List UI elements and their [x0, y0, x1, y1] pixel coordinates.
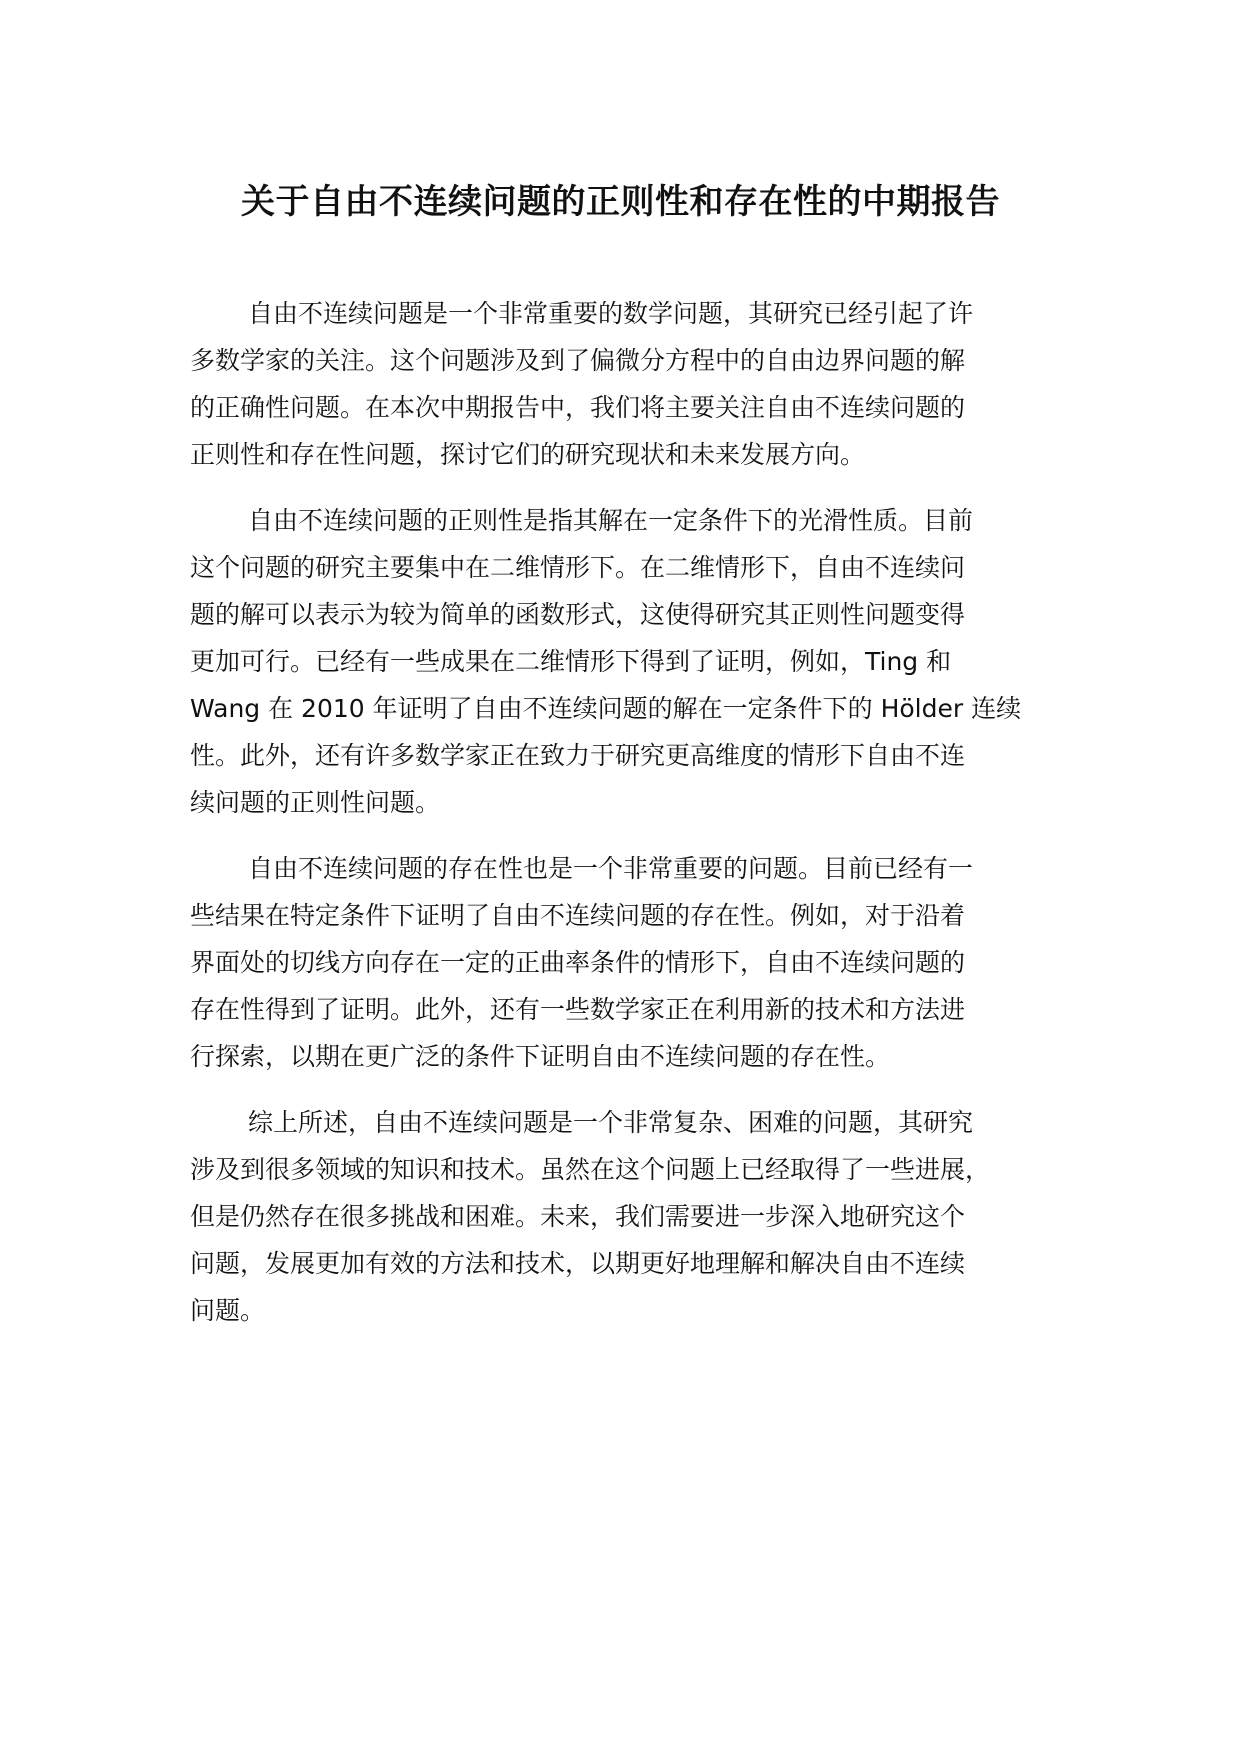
- paragraph-line: 这个问题的研究主要集中在二维情形下。在二维情形下，自由不连续问: [190, 553, 966, 582]
- paragraph-line: 续问题的正则性问题。: [190, 788, 441, 817]
- paragraph-line: 综上所述，自由不连续问题是一个非常复杂、困难的问题，其研究: [248, 1108, 974, 1137]
- paragraph-line: 自由不连续问题是一个非常重要的数学问题，其研究已经引起了许: [248, 299, 974, 328]
- document-body: [190, 290, 1090, 1353]
- paragraph-line: 界面处的切线方向存在一定的正曲率条件的情形下，自由不连续问题的: [190, 948, 966, 977]
- paragraph-line: 自由不连续问题的存在性也是一个非常重要的问题。目前已经有一: [248, 854, 974, 883]
- paragraph-line: 涉及到很多领域的知识和技术。虽然在这个问题上已经取得了一些进展，: [190, 1155, 991, 1184]
- paragraph-line: 正则性和存在性问题，探讨它们的研究现状和未来发展方向。: [190, 440, 866, 469]
- paragraph-line: 但是仍然存在很多挑战和困难。未来，我们需要进一步深入地研究这个: [190, 1202, 966, 1231]
- paragraph-line: 问题。: [190, 1296, 266, 1325]
- paragraph-line: 存在性得到了证明。此外，还有一些数学家正在利用新的技术和方法进: [190, 995, 966, 1024]
- paragraph-line: 问题，发展更加有效的方法和技术，以期更好地理解和解决自由不连续: [190, 1249, 966, 1278]
- paragraph-line: 性。此外，还有许多数学家正在致力于研究更高维度的情形下自由不连: [190, 741, 966, 770]
- paragraph-line: 的正确性问题。在本次中期报告中，我们将主要关注自由不连续问题的: [190, 393, 966, 422]
- paragraph-line: Wang 在 2010 年证明了自由不连续问题的解在一定条件下的 Hölder 连续: [190, 694, 1022, 723]
- paragraph-line: 行探索，以期在更广泛的条件下证明自由不连续问题的存在性。: [190, 1042, 891, 1071]
- paragraph-line: 更加可行。已经有一些成果在二维情形下得到了证明，例如，Ting 和: [190, 647, 952, 676]
- paragraph-existence: [190, 845, 1090, 1080]
- paragraph-line: 多数学家的关注。这个问题涉及到了偏微分方程中的自由边界问题的解: [190, 346, 966, 375]
- paragraph-summary: [190, 1099, 1090, 1334]
- paragraph-line: 题的解可以表示为较为简单的函数形式，这使得研究其正则性问题变得: [190, 600, 966, 629]
- paragraph-line: 些结果在特定条件下证明了自由不连续问题的存在性。例如，对于沿着: [190, 901, 966, 930]
- paragraph-line: 自由不连续问题的正则性是指其解在一定条件下的光滑性质。目前: [248, 506, 974, 535]
- paragraph-intro: [190, 290, 1090, 478]
- paragraph-regularity: [190, 497, 1090, 826]
- document-title: 关于自由不连续问题的正则性和存在性的中期报告: [241, 182, 1000, 222]
